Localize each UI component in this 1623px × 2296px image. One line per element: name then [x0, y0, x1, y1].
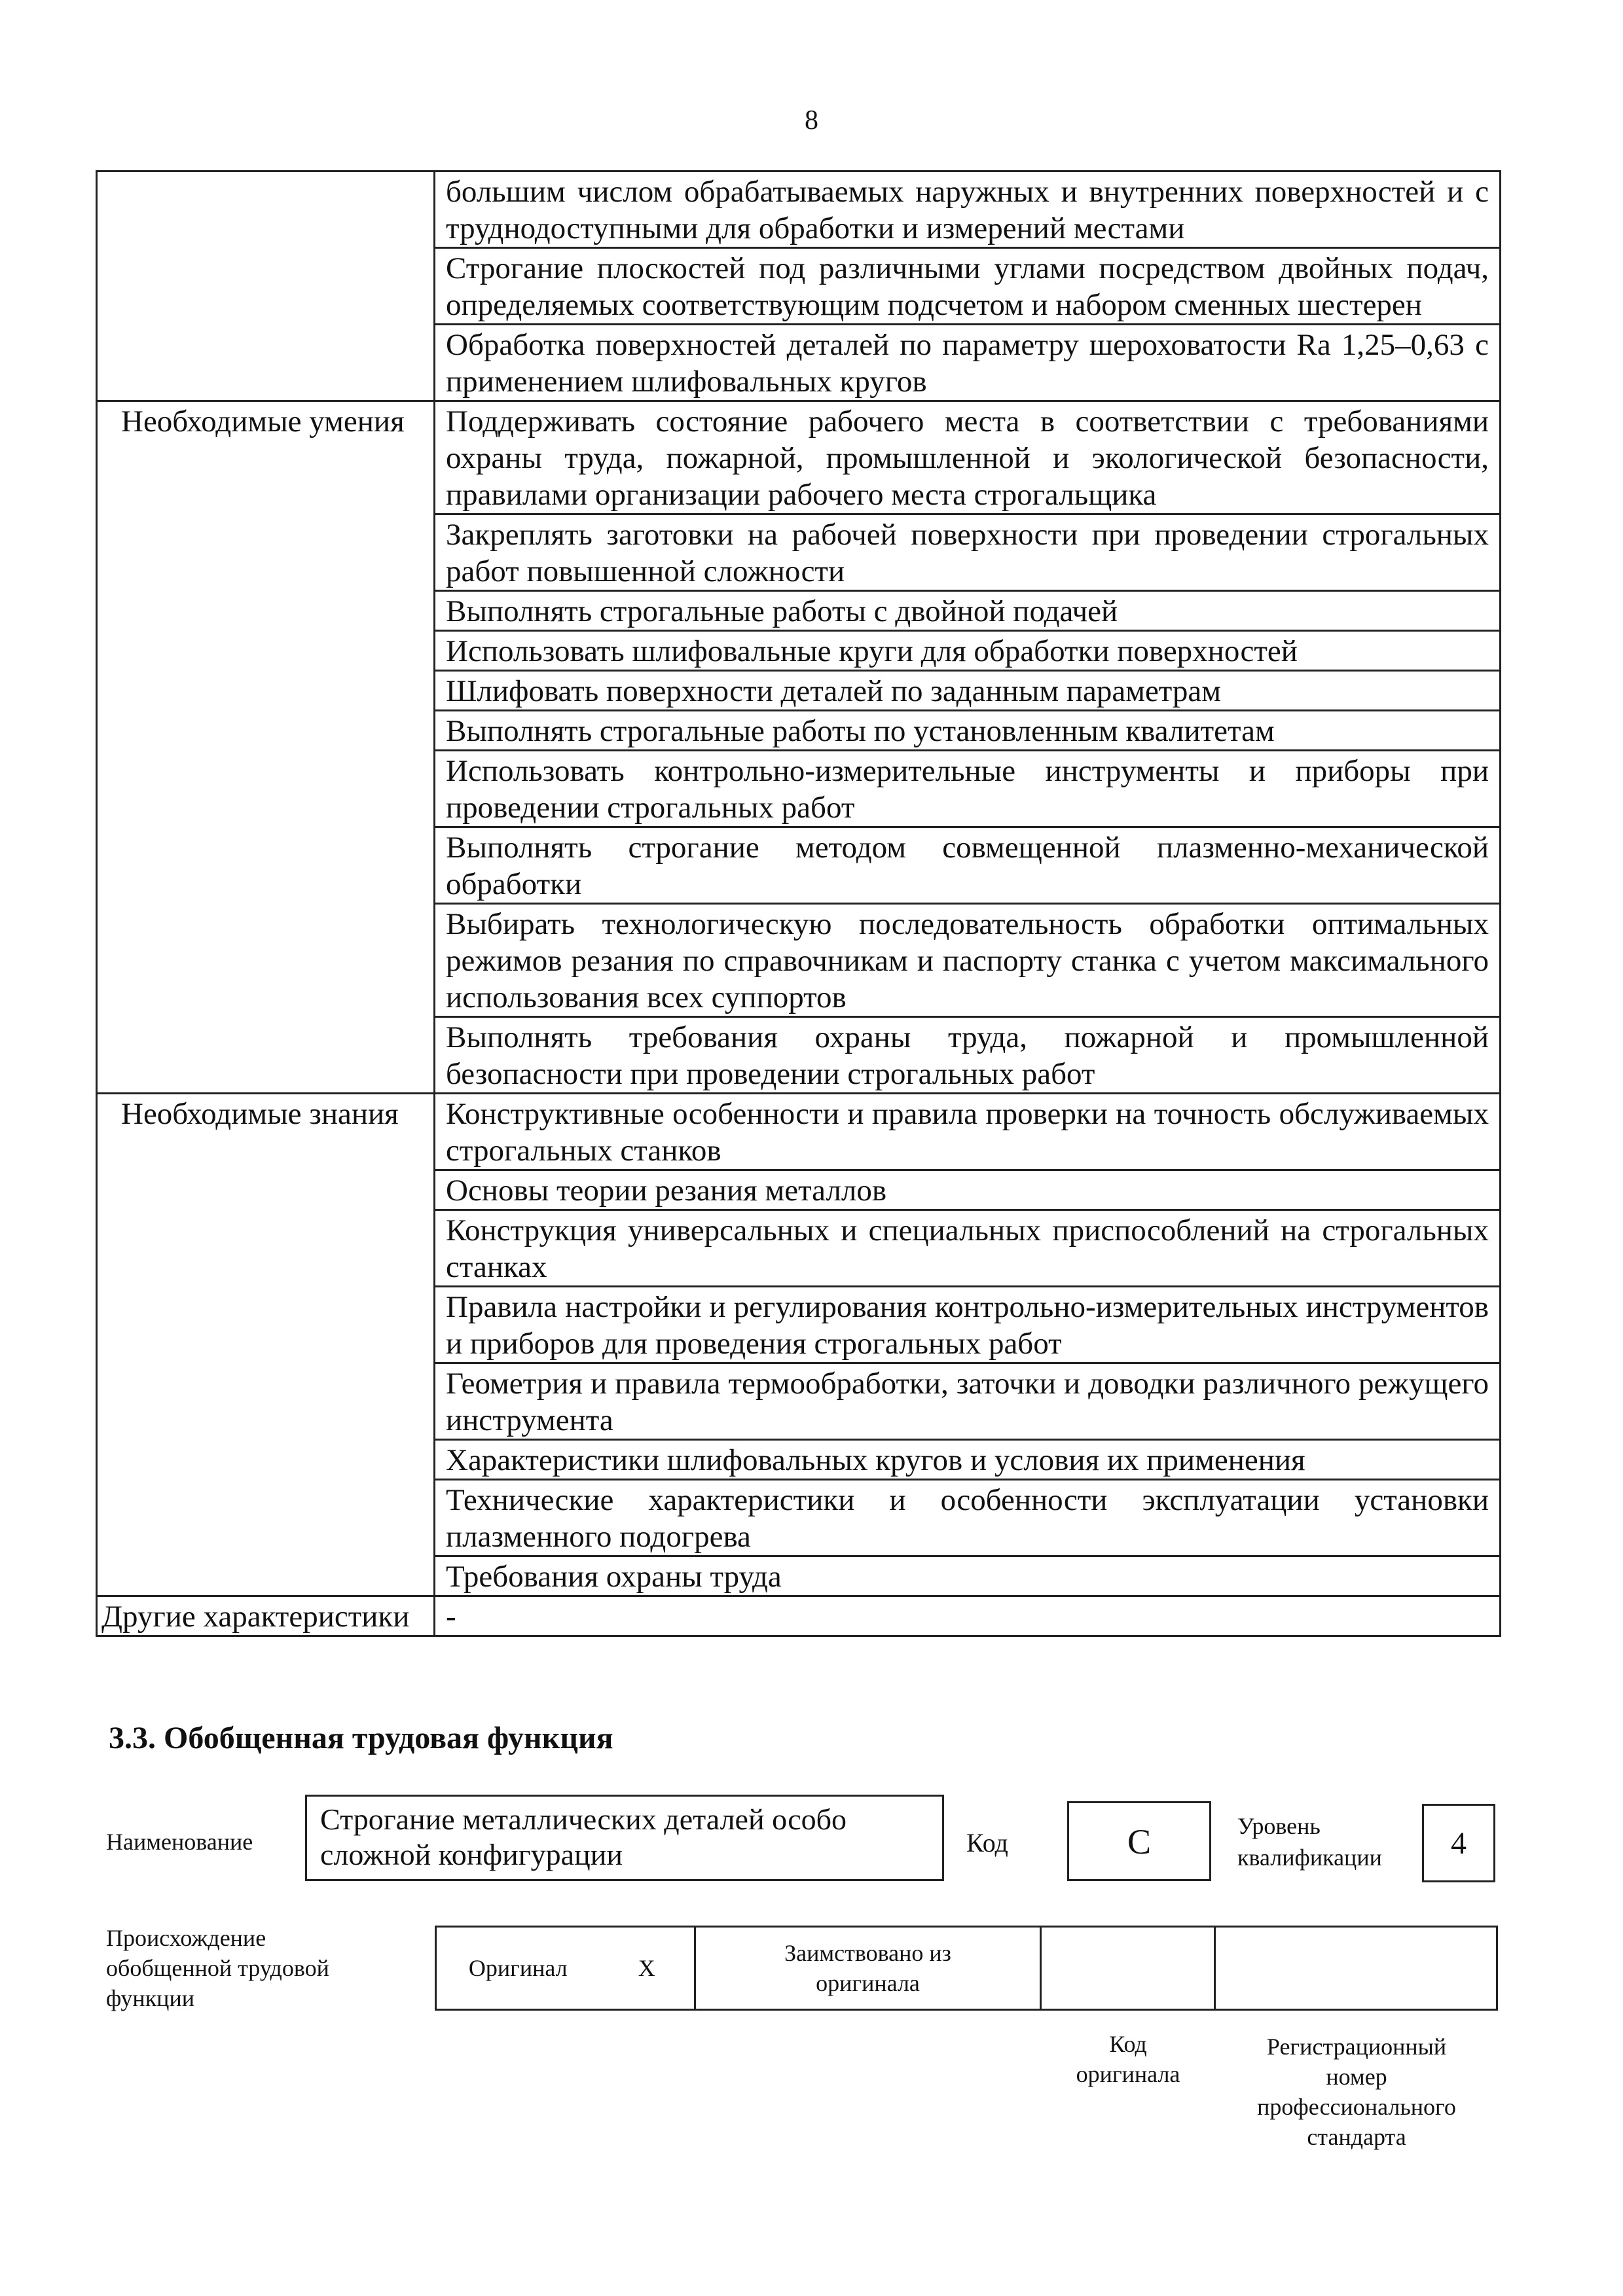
knowledge-item: Характеристики шлифовальных кругов и условия их применения [435, 1440, 1501, 1480]
table-row [97, 171, 1501, 248]
caption-original-code [1041, 2029, 1215, 2089]
skill-item: Выполнять строгальные работы с двойной подачей [435, 591, 1501, 631]
original-code-cell [1041, 1927, 1215, 2010]
origin-label [106, 1923, 329, 2013]
skill-item: Использовать шлифовальные круги для обработки поверхностей [435, 631, 1501, 671]
caption-reg-line-2: номер [1326, 2064, 1387, 2090]
origin-label-line-1: Происхождение [106, 1925, 266, 1951]
skill-item: Использовать контрольно-измерительные инструменты и приборы при проведении строгальных работ [435, 751, 1501, 827]
caption-reg-line-4: стандарта [1307, 2124, 1406, 2150]
labor-function-table [96, 170, 1501, 1637]
original-mark: X [600, 1927, 695, 2010]
skills-label: Необходимые умения [97, 401, 435, 1094]
other-value: - [435, 1596, 1501, 1636]
knowledge-item: Правила настройки и регулирования контрольно-измерительных инструментов и приборов для проведения строгальных работ [435, 1287, 1501, 1363]
skill-item: Выполнять строгальные работы по установленным квалитетам [435, 711, 1501, 751]
table-cell: большим числом обрабатываемых наружных и внутренних поверхностей и с труднодоступными для обработки и измерений местами [435, 171, 1501, 248]
page-number: 8 [805, 105, 818, 135]
name-value: Строгание металлических деталей особо сложной конфигурации [305, 1795, 944, 1881]
table-row [97, 401, 1501, 514]
code-value: C [1067, 1801, 1211, 1881]
knowledge-item: Конструкция универсальных и специальных приспособлений на строгальных станках [435, 1210, 1501, 1287]
knowledge-item: Технические характеристики и особенности эксплуатации установки плазменного подогрева [435, 1480, 1501, 1556]
section-heading: 3.3. Обобщенная трудовая функция [109, 1721, 613, 1755]
original-label: Оригинал [436, 1927, 600, 2010]
level-value: 4 [1422, 1804, 1495, 1882]
level-label-line-2: квалификации [1237, 1844, 1382, 1871]
origin-label-line-3: функции [106, 1985, 194, 2011]
skill-item: Шлифовать поверхности деталей по заданным параметрам [435, 671, 1501, 711]
origin-table [435, 1926, 1498, 2011]
level-label-line-1: Уровень [1237, 1813, 1321, 1839]
caption-reg-line-1: Регистрационный [1266, 2034, 1447, 2060]
borrowed-label-line-2: оригинала [816, 1970, 920, 1996]
borrowed-label-line-1: Заимствовано из [784, 1940, 951, 1966]
knowledge-label: Необходимые знания [97, 1094, 435, 1596]
origin-label-line-2: обобщенной трудовой [106, 1955, 329, 1981]
registration-number-cell [1215, 1927, 1497, 2010]
caption-code-line-1: Код [1109, 2031, 1147, 2057]
knowledge-item: Требования охраны труда [435, 1556, 1501, 1596]
skill-item: Выполнять строгание методом совмещенной плазменно-механической обработки [435, 827, 1501, 904]
skill-item: Выбирать технологическую последовательность обработки оптимальных режимов резания по справочникам и паспорту станка с учетом максимального использования всех суппортов [435, 904, 1501, 1017]
table-cell: Обработка поверхностей деталей по параметру шероховатости Ra 1,25–0,63 с применением шлифовальных кругов [435, 325, 1501, 401]
level-label [1237, 1810, 1382, 1873]
caption-code-line-2: оригинала [1076, 2061, 1180, 2087]
continuation-label-cell [97, 171, 435, 401]
table-row [97, 1094, 1501, 1170]
caption-reg-line-3: профессионального [1257, 2094, 1456, 2120]
skill-item: Поддерживать состояние рабочего места в соответствии с требованиями охраны труда, пожарной, промышленной и экологической безопасности, правилами организации рабочего места строгальщика [435, 401, 1501, 514]
name-label: Наименование [106, 1829, 253, 1855]
knowledge-item: Основы теории резания металлов [435, 1170, 1501, 1210]
code-label: Код [966, 1828, 1008, 1857]
skill-item: Закреплять заготовки на рабочей поверхности при проведении строгальных работ повышенной сложности [435, 514, 1501, 591]
knowledge-item: Конструктивные особенности и правила проверки на точность обслуживаемых строгальных станков [435, 1094, 1501, 1170]
borrowed-label [695, 1927, 1041, 2010]
skill-item: Выполнять требования охраны труда, пожарной и промышленной безопасности при проведении строгальных работ [435, 1017, 1501, 1094]
table-cell: Строгание плоскостей под различными углами посредством двойных подач, определяемых соответствующим подсчетом и набором сменных шестерен [435, 248, 1501, 325]
caption-registration-number [1215, 2032, 1498, 2152]
table-row [436, 1927, 1497, 2010]
table-row [97, 1596, 1501, 1636]
other-label: Другие характеристики [97, 1596, 435, 1636]
knowledge-item: Геометрия и правила термообработки, заточки и доводки различного режущего инструмента [435, 1363, 1501, 1440]
